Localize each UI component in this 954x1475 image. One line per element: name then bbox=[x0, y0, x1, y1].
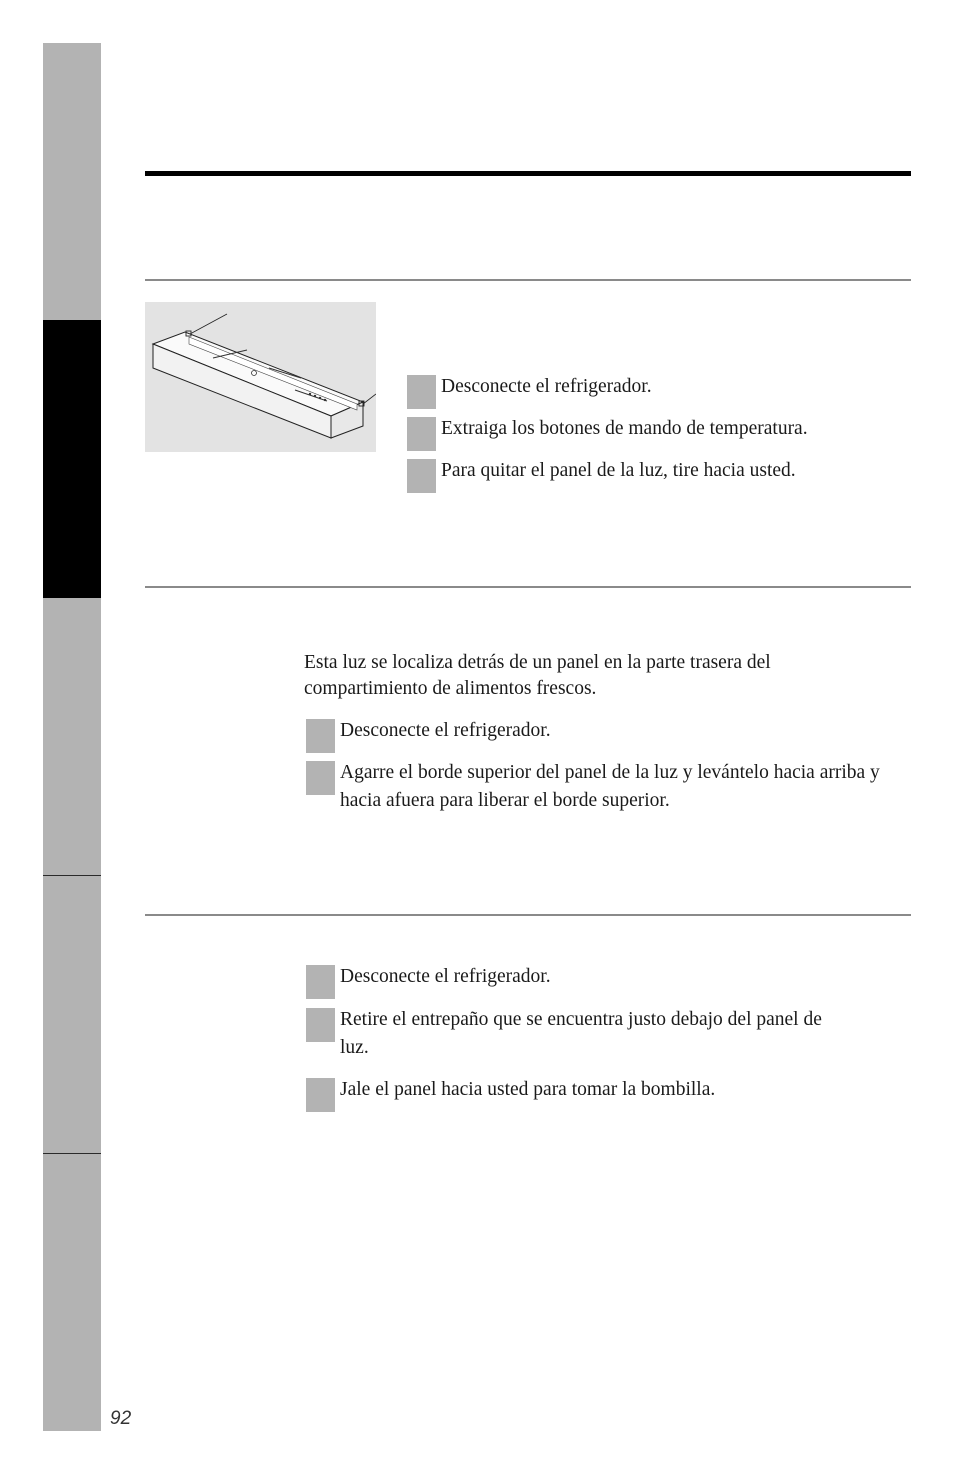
section3-step-1 bbox=[306, 963, 551, 999]
step-text: Desconecte el refrigerador. bbox=[441, 376, 652, 397]
section3-step-3 bbox=[306, 1076, 715, 1112]
step-number-box bbox=[407, 417, 436, 451]
step-number-box bbox=[306, 761, 335, 795]
tab-4[interactable] bbox=[43, 876, 101, 1153]
page-number: 92 bbox=[110, 1408, 132, 1429]
step-number-box bbox=[306, 1008, 335, 1042]
section3-step-2 bbox=[306, 1006, 840, 1062]
step-number-box bbox=[306, 719, 335, 753]
section-rule-2 bbox=[145, 586, 911, 588]
step-number-box bbox=[306, 1078, 335, 1112]
section-rule-1 bbox=[145, 279, 911, 281]
step-text: Desconecte el refrigerador. bbox=[340, 720, 551, 741]
section1-step-3 bbox=[407, 457, 796, 493]
step-text: Para quitar el panel de la luz, tire hacia usted. bbox=[441, 460, 796, 481]
section1-step-1 bbox=[407, 373, 652, 409]
step-text: Agarre el borde superior del panel de la luz y levántelo hacia arriba y hacia afuera para liberar el borde superior. bbox=[340, 762, 880, 811]
light-panel-drawing bbox=[145, 302, 376, 452]
tab-2-active[interactable] bbox=[43, 320, 101, 598]
step-text: Extraiga los botones de mando de temperatura. bbox=[441, 418, 808, 439]
section2-step-2 bbox=[306, 759, 900, 815]
control-panel-illustration bbox=[145, 302, 376, 452]
section-tab-strip bbox=[43, 43, 101, 1431]
step-number-box bbox=[407, 375, 436, 409]
section1-step-2 bbox=[407, 415, 808, 451]
section-rule-3 bbox=[145, 914, 911, 916]
tab-5[interactable] bbox=[43, 1154, 101, 1431]
step-number-box bbox=[407, 459, 436, 493]
section2-intro: Esta luz se localiza detrás de un panel en la parte trasera del compartimiento de alimentos frescos. bbox=[304, 652, 771, 699]
header-rule bbox=[145, 171, 911, 176]
step-text: Jale el panel hacia usted para tomar la bombilla. bbox=[340, 1079, 716, 1100]
section2-step-1 bbox=[306, 717, 551, 753]
tab-3[interactable] bbox=[43, 598, 101, 875]
step-text: Retire el entrepaño que se encuentra justo debajo del panel de luz. bbox=[340, 1009, 822, 1058]
tab-1[interactable] bbox=[43, 43, 101, 320]
step-number-box bbox=[306, 965, 335, 999]
step-text: Desconecte el refrigerador. bbox=[340, 966, 551, 987]
